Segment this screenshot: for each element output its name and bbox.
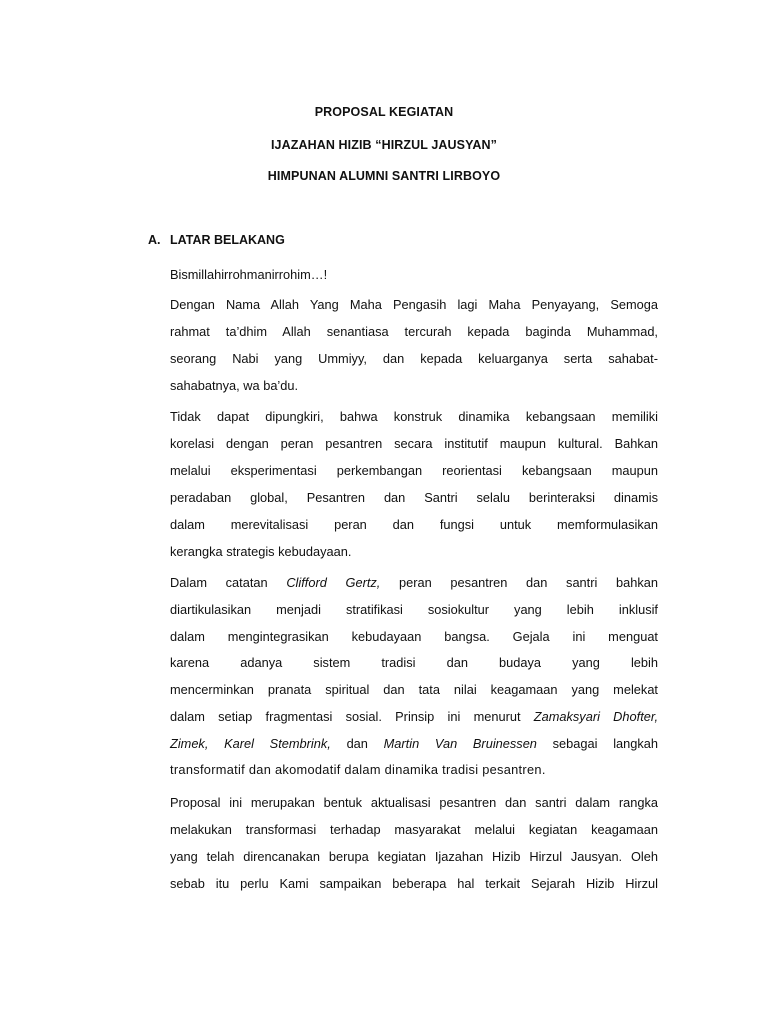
cited-name: Zamaksyari Dhofter,	[533, 709, 658, 724]
text-run: Dalam catatan	[170, 575, 268, 590]
paragraph-line: peradaban global, Pesantren dan Santri selalu berinteraksi dinamis	[170, 490, 658, 505]
text-run: sebagai langkah	[552, 736, 659, 751]
paragraph-line: Dengan Nama Allah Yang Maha Pengasih lagi Maha Penyayang, Semoga	[170, 297, 658, 312]
text-run: dan	[346, 736, 368, 751]
section-title: LATAR BELAKANG	[170, 233, 285, 247]
paragraph-line: sahabatnya, wa ba’du.	[170, 378, 299, 393]
paragraph-line: kerangka strategis kebudayaan.	[170, 544, 352, 559]
paragraph-line: Tidak dapat dipungkiri, bahwa konstruk dinamika kebangsaan memiliki	[170, 409, 658, 424]
paragraph-line: transformatif dan akomodatif dalam dinamika tradisi pesantren.	[170, 762, 546, 777]
paragraph-line	[170, 736, 658, 752]
paragraph-line: seorang Nabi yang Ummiyy, dan kepada keluarganya serta sahabat-	[170, 351, 658, 366]
paragraph-line: sebab itu perlu Kami sampaikan beberapa hal terkait Sejarah Hizib Hirzul	[170, 876, 658, 891]
doc-title: PROPOSAL KEGIATAN	[314, 105, 454, 119]
paragraph-line: rahmat ta’dhim Allah senantiasa tercurah kepada baginda Muhammad,	[170, 324, 658, 339]
paragraph-line: dalam mengintegrasikan kebudayaan bangsa. Gejala ini menguat	[170, 629, 658, 644]
paragraph-line	[170, 575, 658, 591]
cited-name: Martin Van Bruinessen	[383, 736, 537, 751]
paragraph-line: melalui eksperimentasi perkembangan reorientasi kebangsaan maupun	[170, 463, 658, 478]
section-number: A.	[148, 233, 161, 247]
paragraph-line: diartikulasikan menjadi stratifikasi sosiokultur yang lebih inklusif	[170, 602, 658, 617]
cited-name: Clifford Gertz,	[286, 575, 381, 590]
paragraph-line: dalam merevitalisasi peran dan fungsi untuk memformulasikan	[170, 517, 658, 532]
doc-subtitle: IJAZAHAN HIZIB “HIRZUL JAUSYAN”	[270, 138, 498, 152]
opening-line: Bismillahirrohmanirrohim…!	[170, 267, 328, 282]
paragraph-line: korelasi dengan peran pesantren secara institutif maupun kultural. Bahkan	[170, 436, 658, 451]
cited-name: Zimek, Karel Stembrink,	[170, 736, 331, 751]
paragraph-line: yang telah direncanakan berupa kegiatan Ijazahan Hizib Hirzul Jausyan. Oleh	[170, 849, 658, 864]
paragraph-line: mencerminkan pranata spiritual dan tata nilai keagamaan yang melekat	[170, 682, 658, 697]
text-run: dalam setiap fragmentasi sosial. Prinsip ini menurut	[170, 709, 521, 724]
text-run: peran pesantren dan santri bahkan	[399, 575, 658, 590]
doc-organization: HIMPUNAN ALUMNI SANTRI LIRBOYO	[267, 169, 501, 183]
paragraph-line: melakukan transformasi terhadap masyarakat melalui kegiatan keagamaan	[170, 822, 658, 837]
paragraph-line: karena adanya sistem tradisi dan budaya yang lebih	[170, 655, 658, 670]
paragraph-line	[170, 709, 658, 725]
paragraph-line: Proposal ini merupakan bentuk aktualisasi pesantren dan santri dalam rangka	[170, 795, 658, 810]
